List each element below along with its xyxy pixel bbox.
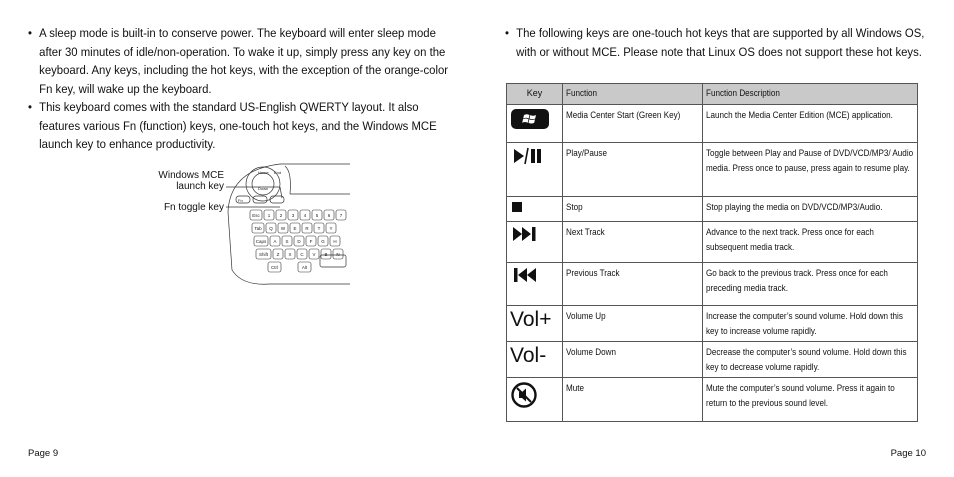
header-description: Function Description [702,84,917,105]
windows-mce-key-icon [507,105,563,143]
page-number-left: Page 9 [28,448,59,459]
keyboard-key-label: Alt [301,265,308,270]
next-track-icon [507,222,563,263]
keyboard-key-label: T [317,226,321,231]
keyboard-key-label: 5 [315,213,319,218]
keyboard-figure [150,160,350,290]
table-row [507,222,918,263]
keyboard-key-label: 3 [291,213,295,218]
description-cell: Increase the computer’s sound volume. Hold down this key to increase volume rapidly. [702,306,917,342]
function-cell: Media Center Start (Green Key) [562,105,702,143]
fn-key-label: Fn toggle key [163,202,224,213]
keyboard-key-label: Caps [255,239,267,244]
description-cell: Stop playing the media on DVD/VCD/MP3/Audio. [702,197,917,222]
description-cell: Mute the computer’s sound volume. Press it again to return to the previous sound level. [702,378,917,422]
right-bullet-list [505,24,925,61]
function-cell: Next Track [562,222,702,263]
keyboard-key-label: Tab [254,226,262,231]
keyboard-key-label: F [309,239,313,244]
table-row [507,378,918,422]
layout-paragraph: • This keyboard comes with the standard US-English QWERTY layout. It also features various Fn (function) keys, one-touch hot keys, and the Windows MCE launch key to enhance productivity. [28,98,460,154]
keyboard-key-label: W [280,226,286,231]
function-cell: Mute [562,378,702,422]
table-row [507,342,918,378]
table-header-row [507,84,918,105]
volume-down-icon: Vol- [507,342,563,378]
description-cell: Launch the Media Center Edition (MCE) application. [702,105,917,143]
table-row [507,143,918,197]
keyboard-drawing [150,160,350,290]
keyboard-key-label: 2 [279,213,283,218]
keyboard-key-label: Esc [252,213,260,218]
function-cell: Stop [562,197,702,222]
key-fn: Fn [238,198,243,203]
description-cell: Advance to the next track. Press once for each subsequent media track. [702,222,917,263]
keyboard-key-label: H [333,239,337,244]
right-page [477,0,954,477]
keyboard-key-label: Ctrl [271,265,278,270]
volume-up-icon: Vol+ [507,306,563,342]
stop-icon [507,197,563,222]
header-key: Key [507,84,563,105]
mute-icon [507,378,563,422]
description-cell: Decrease the computer’s sound volume. Hold down this key to decrease volume rapidly. [702,342,917,378]
nav-wheel-label-home: Home [258,170,269,175]
nav-wheel-label-end: End [274,170,282,175]
header-function: Function [562,84,702,105]
nav-wheel-label-down: Down [258,186,269,191]
function-cell: Volume Down [562,342,702,378]
description-cell: Toggle between Play and Pause of DVD/VCD/MP3/ Audio media. Press once to pause, press again to resume play. [702,143,917,197]
keyboard-key-label: N [336,252,340,257]
keyboard-key-label: X [288,252,292,257]
left-bullet-list [28,24,448,154]
keyboard-key-label: V [312,252,316,257]
previous-track-icon [507,263,563,306]
keyboard-key-label: 1 [267,213,271,218]
keyboard-key-label: R [305,226,309,231]
sleep-mode-paragraph: • A sleep mode is built-in to conserve power. The keyboard will enter sleep mode after 30 minutes of idle/non-operation. To wake it up, simply press any key on the keyboard. Any keys, including the hot keys, with the exception of the orange-color Fn key, will wake up the keyboard. [28,24,460,98]
keyboard-key-label: E [293,226,297,231]
play-pause-icon [507,143,563,197]
keyboard-key-label: C [300,252,304,257]
keyboard-key-label: Y [329,226,333,231]
function-cell: Play/Pause [562,143,702,197]
keyboard-key-label: 7 [339,213,343,218]
table-row [507,197,918,222]
table-row [507,263,918,306]
keyboard-key-label: A [273,239,277,244]
keyboard-key-label: B [324,252,328,257]
page-number-right: Page 10 [890,448,926,459]
keyboard-key-label: D [297,239,301,244]
keyboard-key-label: 6 [327,213,331,218]
description-cell: Go back to the previous track. Press once for each preceding media track. [702,263,917,306]
keyboard-key-label: G [321,239,325,244]
function-cell: Previous Track [562,263,702,306]
keyboard-key-label: Q [269,226,273,231]
table-row [507,306,918,342]
mce-key-label: Windows MCE launch key [158,170,224,192]
keyboard-key-label: 4 [303,213,307,218]
function-cell: Volume Up [562,306,702,342]
keyboard-key-label: Z [276,252,280,257]
hotkey-table [506,83,918,422]
keyboard-key-label: Shift [258,252,269,257]
table-row [507,105,918,143]
hotkeys-paragraph: • The following keys are one-touch hot keys that are supported by all Windows OS, with or without MCE. Please note that Linux OS does not support these hot keys. [505,24,937,61]
keyboard-key-label: S [285,239,289,244]
